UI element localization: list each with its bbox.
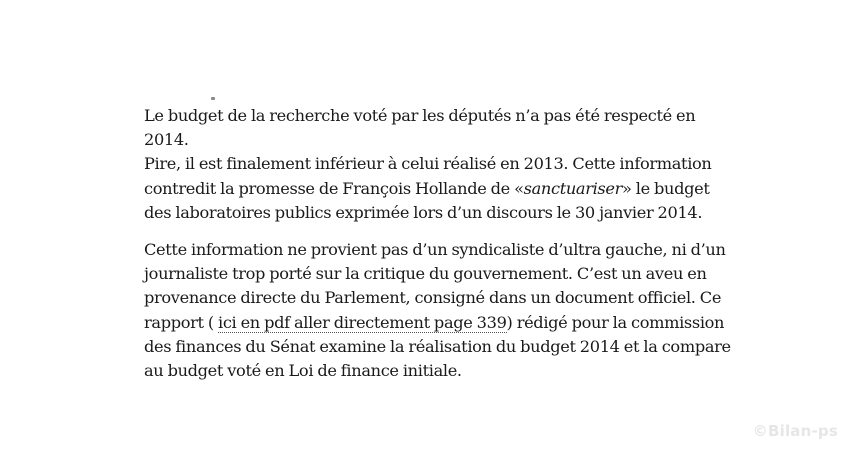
paragraph-2-line-4-start: rapport ( <box>144 312 219 332</box>
paragraph-1-line-3-start: contredit la promesse de François Hollande de « <box>144 178 524 198</box>
paragraph-2 <box>144 238 734 383</box>
paragraph-2-line-2: journaliste trop porté sur la critique du gouvernement. C’est un aveu en <box>144 264 707 284</box>
paragraph-2-line-4-end: ) rédigé pour la commission <box>506 312 725 332</box>
sanctuariser-emphasis: sanctuariser <box>523 178 623 198</box>
paragraph-2-line-1: Cette information ne provient pas d’un syndicaliste d’ultra gauche, ni d’un <box>144 240 726 260</box>
paragraph-2-line-3: provenance directe du Parlement, consigné dans un document officiel. Ce <box>144 288 722 308</box>
paragraph-2-line-6: au budget voté en Loi de finance initiale. <box>144 361 462 381</box>
paragraph-1-line-1: Le budget de la recherche voté par les députés n’a pas été respecté en 2014. <box>144 106 696 150</box>
paragraph-1-line-3-end: » le budget <box>622 178 710 198</box>
cursor-mark <box>211 97 215 100</box>
paragraph-1 <box>144 104 734 225</box>
paragraph-1-line-2: Pire, il est finalement inférieur à celui réalisé en 2013. Cette information <box>144 154 712 174</box>
paragraph-1-line-4: des laboratoires publics exprimée lors d’un discours le 30 janvier 2014. <box>144 202 703 222</box>
article-body <box>144 104 734 383</box>
paragraph-2-line-5: des finances du Sénat examine la réalisation du budget 2014 et la compare <box>144 336 731 356</box>
senate-report-pdf-link[interactable]: ici en pdf aller directement page 339 <box>218 312 507 332</box>
watermark-text: ©Bilan-ps <box>752 422 838 440</box>
